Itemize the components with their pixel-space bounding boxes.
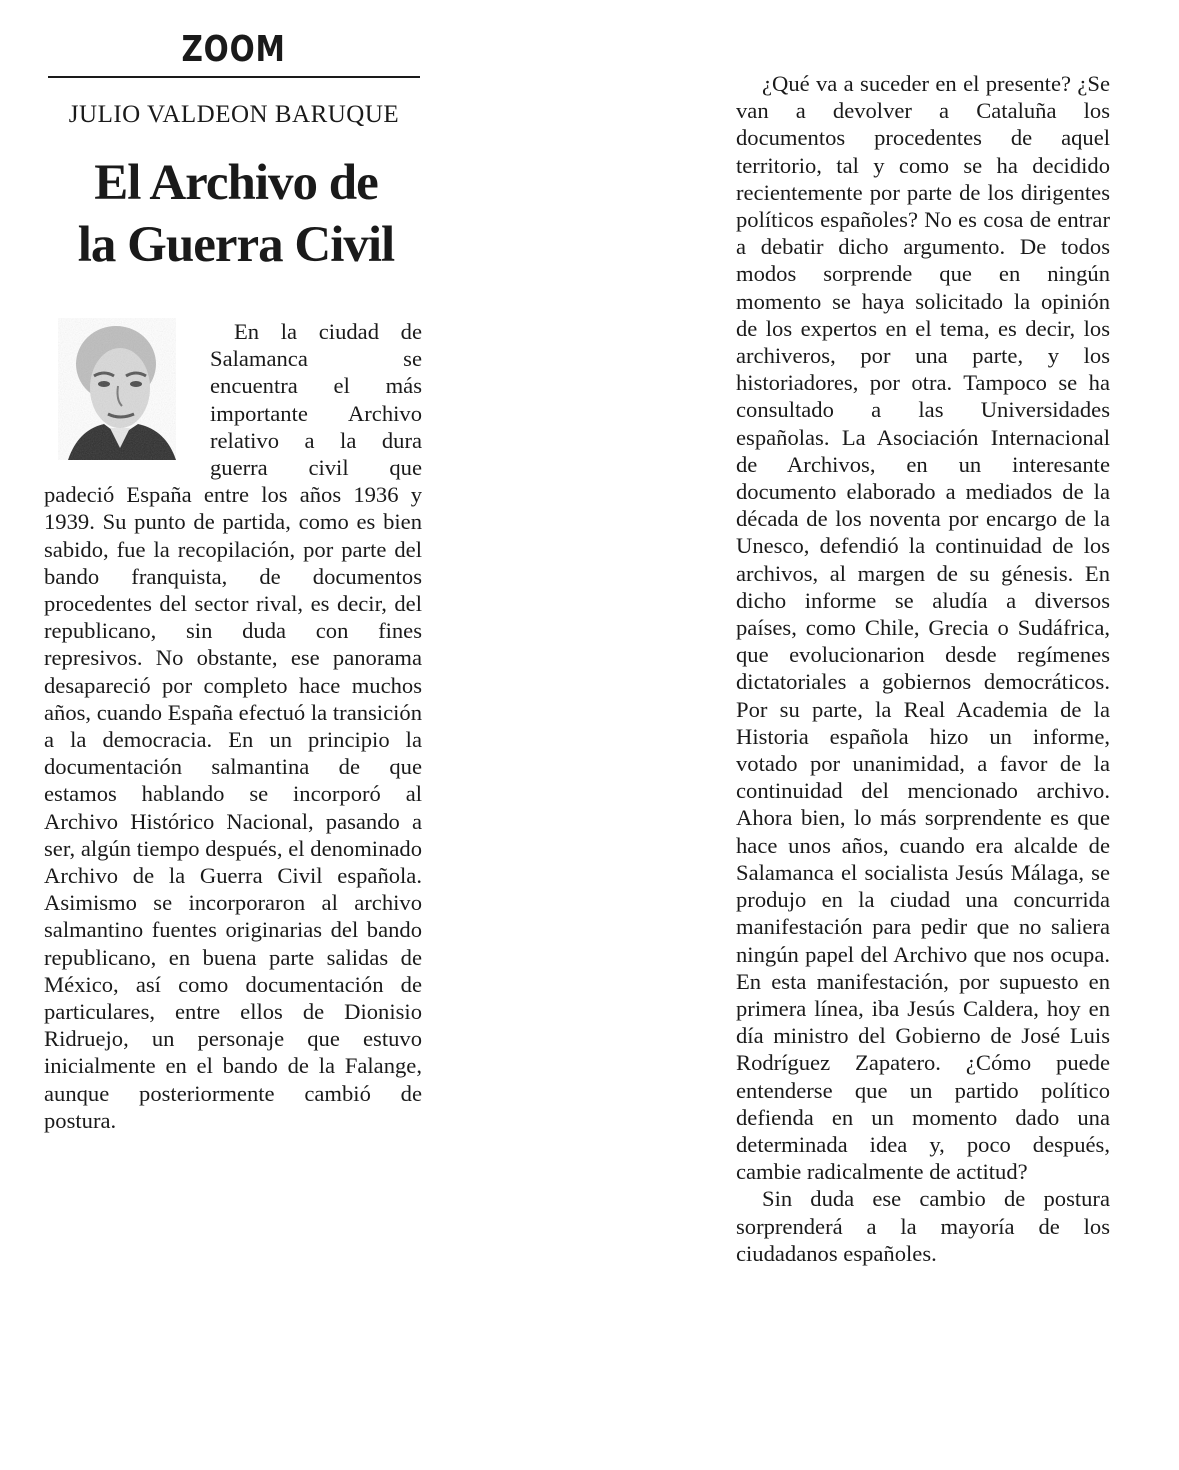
article-paragraph: Sin duda ese cambio de postura sorprenderá a la mayoría de los ciudadanos españoles. (736, 1186, 1110, 1266)
section-header (48, 28, 420, 72)
byline: JULIO VALDEON BARUQUE (68, 101, 400, 128)
section-rule (48, 76, 420, 78)
article-column-right (736, 70, 1110, 1267)
article-column-left (44, 318, 422, 1134)
headline-line-1: El Archivo de (94, 155, 378, 211)
section-label: ZOOM (181, 29, 287, 70)
headline (40, 152, 432, 276)
article-paragraph: En la ciudad de Salamanca se encuentra el más importante Archivo relativo a la dura guerra civil que padeció España entre los años 1936 y 1939. Su punto de partida, como es bien sabido, fue la recopilación, por parte del bando franquista, de documentos procedentes del sector rival, es decir, del republicano, sin duda con fines represivos. No obstante, ese panorama desapareció por completo hace muchos años, cuando España efectuó la transición a la democracia. En un principio la documentación salmantina de que estamos hablando se incorporó al Archivo Histórico Nacional, pasando a ser, algún tiempo después, el denominado Archivo de la Guerra Civil española. Asimismo se incorporaron al archivo salmantino fuentes originarias del bando republicano, en buena parte salidas de México, así como documentación de particulares, entre ellos de Dionisio Ridruejo, un personaje que estuvo inicialmente en el bando de la Falange, aunque posteriormente cambió de postura. (44, 319, 422, 1133)
article-paragraph: ¿Qué va a suceder en el presente? ¿Se van a devolver a Cataluña los documentos procedentes de aquel territorio, tal y como se ha decidido recientemente por parte de los dirigentes políticos españoles? No es cosa de entrar a debatir dicho argumento. De todos modos sorprende que en ningún momento se haya solicitado la opinión de los expertos en el tema, es decir, los archiveros, por una parte, y los historiadores, por otra. Tampoco se ha consultado a las Universidades españolas. La Asociación Internacional de Archivos, en un interesante documento elaborado a mediados de la década de los noventa por encargo de la Unesco, defendió la continuidad de los archivos, al margen de su génesis. En dicho informe se aludía a diversos países, como Chile, Grecia o Sudáfrica, que evolucionarion desde regímenes dictatoriales a gobiernos democráticos. Por su parte, la Real Academia de la Historia española hizo un informe, votado por unanimidad, a favor de la continuidad del mencionado archivo. Ahora bien, lo más sorprendente es que hace unos años, cuando era alcalde de Salamanca el socialista Jesús Málaga, se produjo en la ciudad una concurrida manifestación para pedir que no saliera ningún papel del Archivo que nos ocupa. En esta manifestación, por supuesto en primera línea, iba Jesús Caldera, hoy en día ministro del Gobierno de José Luis Rodríguez Zapatero. ¿Cómo puede entenderse que un partido político defienda en un momento dado una determinada idea y, poco después, cambie radicalmente de actitud? (736, 71, 1110, 1185)
headline-line-2: la Guerra Civil (77, 217, 395, 273)
